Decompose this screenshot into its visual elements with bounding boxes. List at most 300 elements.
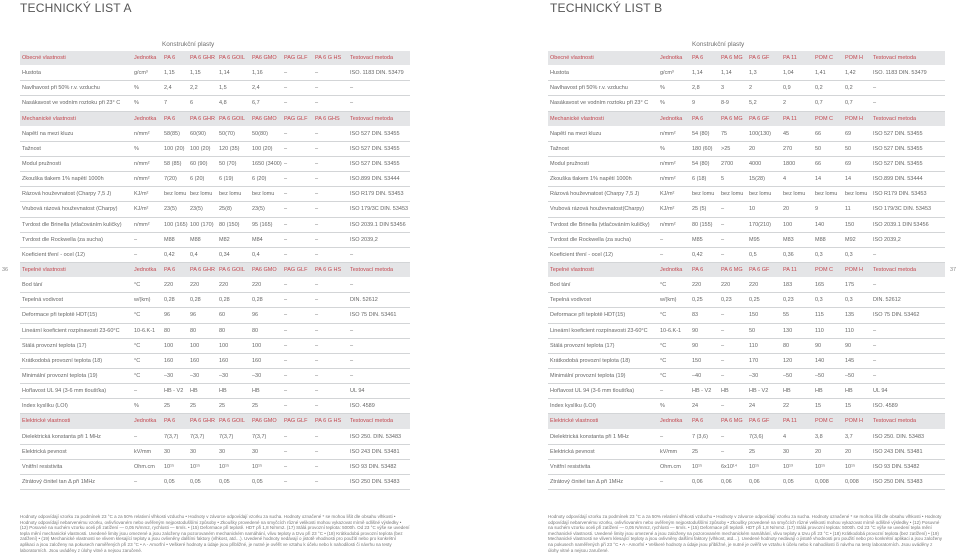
material-column-header: POM C (815, 55, 834, 62)
property-name: Rázová houževnatost (Charpy 7,5 J) (22, 191, 112, 198)
value-cell: HB (845, 388, 853, 395)
value-cell: –30 (164, 373, 174, 380)
value-cell: 110 (845, 327, 854, 334)
value-cell: 9 (692, 100, 696, 107)
value-cell: – (315, 327, 319, 334)
value-cell: 0,05 (783, 479, 794, 485)
table-row (20, 96, 410, 111)
value-cell: – (315, 85, 319, 92)
property-name: Vrubová rázová houževnatost (Charpy) (22, 206, 118, 213)
table-row (20, 308, 410, 323)
method-cell: ISO 179/3C DIN. 53453 (350, 206, 409, 213)
table-row (548, 324, 945, 339)
table-row (20, 354, 410, 369)
footnote: Hodnoty odpovídají vzorku za podmínek 23 °C a za 50% relativní vlhkosti vzduchu • Hodnoty v závorce odpovídají vzorku za sucha. Hodnoty označené * se mohou lišit dle obsahu vlhkosti • Hodnoty odpovídají nebarvenému vzorku, ovlivňovaném nebo ověřeným nejpostoduššími způsoby • Zkoušky provedené na smyčcích různé velikosti mohou vykazovat mírně odlišné výsledky • (12) Posuvné na suchém vzorku oceli při zatížení — 0,05 N/mm2, rychlosti — 6m/s. • (15) Deformace při teplotě. HDT při 1,8 N/mm2. (17) Stálá provozní teplota: 5000h. Od 23 °C výše se uvedení tepla mění mechanické vlastnosti. Uvedené limity jsou omezené a jsou založeny na pozorovaném mechanickém namáhání, vlivu teploty a tzvu při 23 °C • (18) Krátkodobá provozní teplota (bez zatížení) • (19) Mechanické vlastnosti se vlivem klesající teploty a jsou ovlivněny dalšími faktory (vlhkost, atd…). Uvedené hodnoty nedávají o jistotě vhodnosti pro použití nebo pro konkrétní aplikaci a jsou založeny na pokusech naměřených při 23 °C • A - Amorfní • Veškeré hodnoty a údaje jsou přibližné, je nutné je ověřit ve vztahu k účelu nebo k nahodilosti či návrhu na testy laboratorních. Jsou uváděny z úlohy vitné a nejsou zaručené. (20, 514, 410, 553)
value-cell: 160 (164, 357, 174, 364)
table-row (548, 399, 945, 414)
material-column-header: PA 11 (783, 55, 797, 62)
table-row (20, 278, 410, 293)
unit-cell: °C (134, 282, 141, 289)
value-cell: 23(5) (164, 206, 177, 213)
unit-cell: % (134, 100, 139, 107)
property-name: Vnitřní resistivita (550, 463, 591, 470)
value-cell: 110 (749, 342, 758, 349)
unit-cell: KJ/m² (660, 206, 675, 213)
value-cell: 0,3 (845, 297, 853, 304)
value-cell: – (721, 206, 725, 213)
method-cell: – (873, 251, 877, 258)
value-cell: 0,008 (845, 479, 859, 485)
table-row (20, 445, 410, 460)
value-cell: 100 (170) (190, 221, 214, 228)
value-cell: – (284, 479, 288, 485)
value-cell: – (284, 463, 288, 470)
value-cell: 0,3 (815, 297, 823, 304)
material-column-header: POM C (815, 115, 834, 122)
value-cell: 6 (20) (252, 176, 267, 183)
value-cell: 1,15 (164, 70, 175, 77)
table-row (20, 369, 410, 384)
table-row (548, 218, 945, 233)
method-cell: ISO.899 DIN. 53444 (350, 176, 400, 183)
method-cell: ISO 75 DIN. 53461 (350, 312, 397, 319)
unit-column-header: Jednotka (134, 267, 157, 274)
value-cell: –30 (749, 373, 759, 380)
value-cell: 7(3,7) (190, 433, 205, 440)
property-name: Hustota (550, 70, 569, 77)
property-name: Napětí na mezi kluzu (22, 130, 74, 137)
unit-cell: % (660, 100, 665, 107)
value-cell: 100 (190, 342, 200, 349)
value-cell: 2 (749, 85, 753, 92)
property-name: Elektrická pevnost (22, 448, 67, 455)
value-cell: 140 (815, 357, 825, 364)
value-cell: – (284, 236, 288, 243)
technical-data-table (20, 51, 410, 490)
material-column-header: PA 6 (164, 267, 176, 274)
unit-cell: °C (134, 342, 141, 349)
value-cell: 100 (783, 221, 793, 228)
value-cell: 1,42 (845, 70, 856, 77)
material-column-header: PA 6 (692, 55, 704, 62)
property-name: Hustota (22, 70, 41, 77)
material-column-header: PA 6 (692, 115, 704, 122)
method-cell: ISO. 4589 (350, 403, 375, 410)
method-cell: DIN. 52612 (873, 297, 901, 304)
property-name: Krátkodobá provozní teplota (18) (22, 357, 103, 364)
method-cell: ISO 2039.1 DIN 53456 (873, 221, 929, 228)
value-cell: 4000 (749, 161, 762, 168)
value-cell: – (284, 161, 288, 168)
section-title: Elektrické vlastnosti (22, 418, 71, 425)
value-cell: 90 (692, 327, 699, 334)
material-column-header: POM H (845, 418, 864, 425)
value-cell: 0,3 (845, 251, 853, 258)
value-cell: – (315, 448, 319, 455)
value-cell: 1,15 (190, 70, 201, 77)
value-cell: 23(5) (252, 206, 265, 213)
value-cell: 50 (749, 327, 756, 334)
table-row (548, 127, 945, 142)
table-row (548, 475, 945, 490)
table-row (20, 293, 410, 308)
table-row (20, 248, 410, 263)
value-cell: 0,008 (815, 479, 829, 485)
table-row (20, 172, 410, 187)
section-header-row (548, 112, 945, 127)
value-cell: 69 (845, 130, 852, 137)
value-cell: 1800 (783, 161, 796, 168)
value-cell: – (315, 312, 319, 319)
value-cell: HB (783, 388, 791, 395)
property-name: Hořlavost UL 94 (3-6 mm tloušťka) (550, 388, 635, 395)
value-cell: bez lomu (190, 191, 213, 198)
value-cell: 220 (692, 282, 702, 289)
section-header-row (20, 112, 410, 127)
material-column-header: PA 6 GOIL (219, 418, 245, 425)
property-name: Navlhavost při 50% r.v. vzduchu (22, 85, 100, 92)
unit-cell: °C (660, 373, 667, 380)
property-name: Tažnost (550, 145, 569, 152)
value-cell: – (284, 251, 288, 258)
value-cell: 25 (5) (692, 206, 707, 213)
value-cell: 160 (219, 357, 229, 364)
property-name: Tvrdost dle Rockwella (za sucha) (22, 236, 104, 243)
unit-cell: – (660, 251, 664, 258)
unit-column-header: Jednotka (134, 115, 157, 122)
value-cell: 0,9 (783, 85, 791, 92)
material-column-header: PAG GLF (284, 115, 308, 122)
value-cell: 2 (783, 100, 787, 107)
value-cell: – (315, 297, 319, 304)
material-column-header: PAG GLF (284, 267, 308, 274)
value-cell: 9 (815, 206, 819, 213)
value-cell: –30 (190, 373, 200, 380)
unit-cell: – (134, 251, 138, 258)
value-cell: 175 (845, 282, 855, 289)
table-row (548, 354, 945, 369)
value-cell: 23(5) (190, 206, 203, 213)
value-cell: 220 (164, 282, 174, 289)
unit-cell: 10-6.K-1 (134, 327, 156, 334)
value-cell: 100 (20) (164, 145, 185, 152)
value-cell: 25 (749, 448, 756, 455)
unit-cell: % (134, 145, 139, 152)
value-cell: 0,05 (252, 479, 263, 485)
value-cell: 10¹⁵ (815, 463, 826, 470)
value-cell: – (721, 251, 725, 258)
value-cell: – (284, 403, 288, 410)
value-cell: 60(90) (190, 130, 206, 137)
value-cell: 1,16 (252, 70, 263, 77)
property-name: Stálá provozní teplota (17) (550, 342, 615, 349)
value-cell: – (284, 130, 288, 137)
unit-cell: – (660, 236, 664, 243)
value-cell: 100 (165) (164, 221, 188, 228)
property-name: Lineární koeficient rozpínavosti 23-60°C (22, 327, 120, 334)
table-row (548, 66, 945, 81)
value-cell: 1,14 (692, 70, 703, 77)
table-row (548, 142, 945, 157)
method-cell: ISO 93 DIN. 53482 (873, 463, 920, 470)
value-cell: 165 (815, 282, 825, 289)
value-cell: 7 (3,6) (692, 433, 708, 440)
material-column-header: PA6 GMO (252, 115, 277, 122)
unit-cell: n/mm² (660, 161, 676, 168)
value-cell: 20 (749, 145, 756, 152)
property-name: Vnitřní resistivita (22, 463, 63, 470)
value-cell: 220 (219, 282, 229, 289)
value-cell: 20 (783, 206, 790, 213)
value-cell: – (284, 388, 288, 395)
material-column-header: PA 6 GF (749, 418, 770, 425)
value-cell: 25 (252, 403, 259, 410)
unit-column-header: Jednotka (660, 55, 683, 62)
method-column-header: Testovací metoda (350, 267, 394, 274)
unit-cell: °C (134, 312, 141, 319)
table-row (548, 248, 945, 263)
page-number: 36 (2, 267, 9, 273)
method-cell: – (873, 373, 877, 380)
value-cell: 2,4 (252, 85, 260, 92)
value-cell: 66 (815, 161, 822, 168)
value-cell: 6 (19) (219, 176, 234, 183)
value-cell: 0,06 (749, 479, 760, 485)
value-cell: bez lomu (749, 191, 772, 198)
material-column-header: PA 6 GHR (190, 267, 215, 274)
method-cell: – (873, 357, 877, 364)
unit-cell: n/mm² (660, 176, 676, 183)
table-row (548, 369, 945, 384)
method-column-header: Testovací metoda (350, 115, 394, 122)
value-cell: 7(3,6) (749, 433, 764, 440)
table-row (548, 96, 945, 111)
unit-cell: 10-6.K-1 (660, 327, 682, 334)
value-cell: 2700 (721, 161, 734, 168)
unit-cell: °C (660, 357, 667, 364)
value-cell: M88 (815, 236, 826, 243)
value-cell: HB - V2 (692, 388, 712, 395)
value-cell: – (315, 236, 319, 243)
value-cell: 1,04 (783, 70, 794, 77)
value-cell: – (315, 176, 319, 183)
value-cell: – (721, 327, 725, 334)
value-cell: HB (721, 388, 729, 395)
value-cell: 69 (845, 161, 852, 168)
value-cell: – (315, 100, 319, 107)
value-cell: – (315, 403, 319, 410)
method-column-header: Testovací metoda (873, 267, 917, 274)
table-row (20, 460, 410, 475)
value-cell: 170 (749, 357, 759, 364)
method-cell: ISO. 1183 DIN. 53479 (873, 70, 927, 77)
technical-data-table (548, 51, 945, 490)
unit-cell: KJ/m² (134, 206, 149, 213)
value-cell: – (315, 251, 319, 258)
value-cell: – (284, 206, 288, 213)
table-row (548, 293, 945, 308)
table-row (548, 339, 945, 354)
value-cell: 1,5 (219, 85, 227, 92)
value-cell: 100(130) (749, 130, 772, 137)
value-cell: 2,8 (692, 85, 700, 92)
section-title: Elektrické vlastnosti (550, 418, 599, 425)
value-cell: 10¹³ (783, 463, 793, 470)
method-column-header: Testovací metoda (873, 418, 917, 425)
value-cell: bez lomu (721, 191, 744, 198)
value-cell: 0,7 (845, 100, 853, 107)
value-cell: – (721, 373, 725, 380)
value-cell: 145 (845, 357, 855, 364)
value-cell: 0,2 (815, 85, 823, 92)
value-cell: 90 (845, 342, 852, 349)
unit-column-header: Jednotka (660, 418, 683, 425)
value-cell: 3 (721, 85, 725, 92)
unit-cell: °C (660, 282, 667, 289)
table-row (548, 278, 945, 293)
value-cell: – (284, 282, 288, 289)
value-cell: 22 (783, 403, 790, 410)
page-number: 37 (950, 267, 957, 273)
property-name: Index kyslíku (LOI) (550, 403, 596, 410)
material-column-header: PA6 GMO (252, 267, 277, 274)
material-column-header: PA6 GMO (252, 418, 277, 425)
value-cell: 160 (190, 357, 200, 364)
table-row (20, 202, 410, 217)
value-cell: – (315, 342, 319, 349)
method-cell: ISO 2039,2 (350, 236, 378, 243)
value-cell: 220 (749, 282, 759, 289)
material-column-header: PA 6 (692, 418, 704, 425)
value-cell: 24 (749, 403, 756, 410)
value-cell: 95 (165) (252, 221, 273, 228)
unit-cell: % (660, 403, 665, 410)
value-cell: M88 (190, 236, 201, 243)
table-row (20, 218, 410, 233)
method-cell: ISO 250 DIN. 53483 (873, 479, 923, 485)
table-row (20, 339, 410, 354)
method-cell: – (350, 373, 354, 380)
property-name: Dielektrická konstanta při 1 MHz (550, 433, 629, 440)
material-column-header: PA 6 G HS (315, 418, 342, 425)
material-column-header: PA 11 (783, 267, 797, 274)
method-cell: ISO R179 DIN. 53453 (873, 191, 927, 198)
value-cell: 100 (164, 342, 174, 349)
unit-cell: g/cm³ (660, 70, 674, 77)
property-name: Tepelná vodivost (22, 297, 63, 304)
value-cell: 7(3,7) (252, 433, 267, 440)
unit-cell: % (134, 85, 139, 92)
value-cell: 90 (692, 342, 699, 349)
value-cell: 150 (845, 221, 855, 228)
value-cell: 90 (815, 342, 822, 349)
value-cell: 30 (190, 448, 197, 455)
method-cell: ISO 2039,2 (873, 236, 901, 243)
value-cell: –30 (219, 373, 229, 380)
value-cell: – (284, 373, 288, 380)
property-name: Index kyslíku (LOI) (22, 403, 68, 410)
value-cell: HB (190, 388, 198, 395)
material-column-header: POM C (815, 418, 834, 425)
value-cell: 110 (815, 327, 824, 334)
table-row (548, 81, 945, 96)
value-cell: 96 (164, 312, 171, 319)
value-cell: – (284, 100, 288, 107)
value-cell: – (284, 145, 288, 152)
table-row (20, 399, 410, 414)
unit-cell: % (660, 85, 665, 92)
unit-column-header: Jednotka (134, 55, 157, 62)
value-cell: – (315, 479, 319, 485)
material-column-header: PA 6 GF (749, 55, 770, 62)
value-cell: 0,23 (721, 297, 732, 304)
material-column-header: PA 6 GOIL (219, 115, 245, 122)
value-cell: 0,34 (219, 251, 230, 258)
section-header-row (548, 51, 945, 66)
section-title: Mechanické vlastnosti (22, 115, 76, 122)
method-cell: ISO 243 DIN. 53481 (873, 448, 923, 455)
value-cell: 58(85) (164, 130, 180, 137)
value-cell: 220 (721, 282, 731, 289)
value-cell: 80 (155) (692, 221, 713, 228)
method-cell: – (350, 327, 354, 334)
material-column-header: PA 6 GHR (190, 55, 215, 62)
unit-cell: n/mm² (134, 221, 150, 228)
value-cell: 50(70) (219, 130, 235, 137)
property-name: Tvrdost dle Brinella (vtlačováním kuličky) (22, 221, 122, 228)
method-cell: UL 94 (350, 388, 365, 395)
value-cell: 220 (190, 282, 200, 289)
value-cell: – (315, 282, 319, 289)
unit-column-header: Jednotka (660, 115, 683, 122)
table-row (548, 384, 945, 399)
property-name: Nasákavost ve vodním roztoku při 23° C (550, 100, 649, 107)
material-column-header: PA 6 GOIL (219, 55, 245, 62)
value-cell: 4 (783, 433, 787, 440)
value-cell: 60 (219, 312, 226, 319)
value-cell: bez lomu (783, 191, 806, 198)
value-cell: 180 (60) (692, 145, 713, 152)
value-cell: – (315, 191, 319, 198)
value-cell: 30 (252, 448, 259, 455)
section-title: Tepelné vlastnosti (550, 267, 594, 274)
method-cell: – (350, 100, 354, 107)
value-cell: 170(210) (749, 221, 772, 228)
material-column-header: POM H (845, 55, 864, 62)
property-name: Vrubová rázová houževnatost(Charpy) (550, 206, 644, 213)
property-name: Deformace při teplotě HDT(15) (550, 312, 626, 319)
value-cell: M85 (692, 236, 703, 243)
property-name: Ztrátový činitel tan Δ při 1MHz (550, 479, 624, 485)
property-name: Zkouška tlakem 1% napětí 1000h (22, 176, 104, 183)
property-name: Deformace při teplotě HDT(15) (22, 312, 98, 319)
value-cell: 0,23 (783, 297, 794, 304)
material-column-header: PAG GLF (284, 55, 308, 62)
method-cell: ISO 527 DIN. 53455 (350, 145, 400, 152)
section-header-row (20, 51, 410, 66)
section-title: Obecné vlastnosti (22, 55, 66, 62)
value-cell: 183 (783, 282, 793, 289)
value-cell: 1,14 (219, 70, 230, 77)
value-cell: 100 (20) (252, 145, 273, 152)
value-cell: 30 (219, 448, 226, 455)
value-cell: 220 (252, 282, 262, 289)
table-row (548, 233, 945, 248)
method-cell: ISO. 4589 (873, 403, 898, 410)
material-column-header: PA 6 GHR (190, 115, 215, 122)
unit-cell: w/(km) (660, 297, 677, 304)
value-cell: 10¹⁵ (164, 463, 175, 470)
